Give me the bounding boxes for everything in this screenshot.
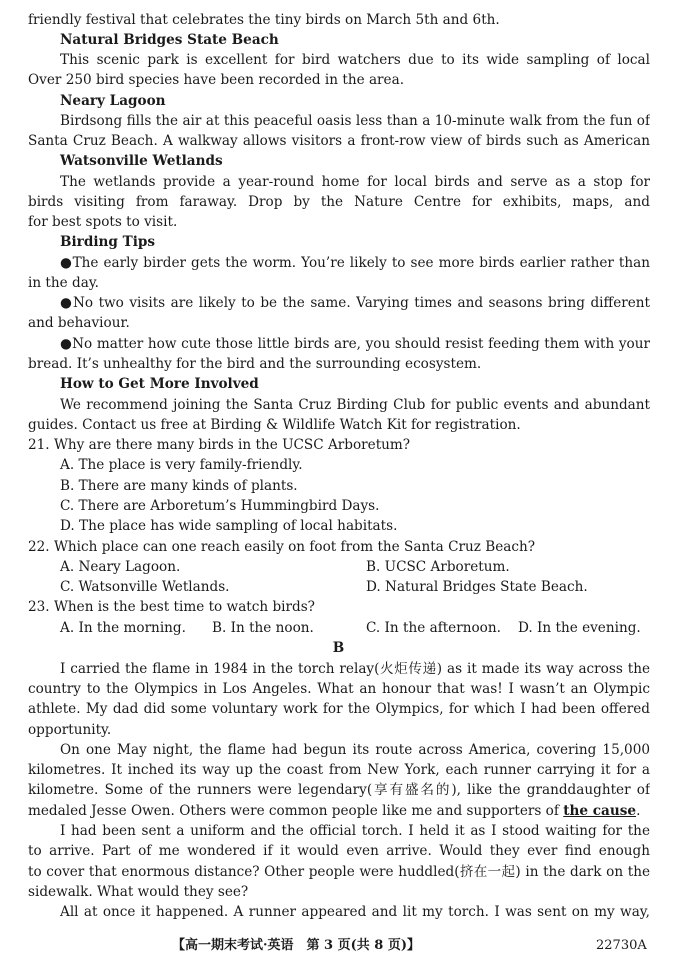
text-line: The wetlands provide a year-round home for local birds and serve as a stop for	[60, 174, 650, 190]
question-22-stem: 22. Which place can one reach easily on foot from the Santa Cruz Beach?	[28, 539, 536, 555]
text-segment: .	[636, 803, 641, 819]
intro-tail: friendly festival that celebrates the tiny birds on March 5th and 6th.	[28, 12, 500, 28]
question-22-option-c[interactable]: C. Watsonville Wetlands.	[60, 579, 230, 595]
footer-code: 22730A	[596, 938, 647, 953]
question-21-option-b[interactable]: B. There are many kinds of plants.	[60, 478, 298, 494]
footer-title: 【高一期末考试·英语 第 3 页(共 8 页)】	[172, 938, 421, 953]
question-23-option-b[interactable]: B. In the noon.	[212, 620, 314, 636]
heading-natural-bridges: Natural Bridges State Beach	[60, 32, 279, 48]
text-line: Birdsong fills the air at this peaceful oasis less than a 10-minute walk from the fun of	[60, 113, 650, 129]
text-line: All at once it happened. A runner appeared and lit my torch. I was sent on my way,	[60, 904, 650, 920]
tip-line: bread. It’s unhealthy for the bird and the surrounding ecosystem.	[28, 356, 482, 372]
text-line: Over 250 bird species have been recorded in the area.	[28, 72, 405, 88]
question-21-option-c[interactable]: C. There are Arboretum’s Hummingbird Days.	[60, 498, 380, 514]
question-21-option-d[interactable]: D. The place has wide sampling of local habitats.	[60, 518, 398, 534]
heading-get-involved: How to Get More Involved	[60, 376, 259, 392]
text-line: I had been sent a uniform and the official torch. I held it as I stood waiting for the	[60, 823, 650, 839]
text-line: kilometres. It inched its way up the coast from New York, each runner carrying it for a	[28, 762, 650, 778]
text-line: guides. Contact us free at Birding & Wildlife Watch Kit for registration.	[28, 417, 521, 433]
question-21-stem: 21. Why are there many birds in the UCSC Arboretum?	[28, 437, 411, 453]
text-line: Santa Cruz Beach. A walkway allows visitors a front-row view of birds such as American	[28, 133, 650, 149]
text-line: sidewalk. What would they see?	[28, 884, 249, 900]
text-line: We recommend joining the Santa Cruz Birding Club for public events and abundant	[60, 397, 650, 413]
text-line: country to the Olympics in Los Angeles. What an honour that was! I wasn’t an Olympic	[28, 681, 650, 697]
text-line: opportunity.	[28, 722, 112, 738]
text-line: to arrive. Part of me wondered if it would even arrive. Would they ever find enough	[28, 843, 650, 859]
underlined-the-cause: the cause	[563, 803, 637, 819]
question-23-option-a[interactable]: A. In the morning.	[60, 620, 186, 636]
text-line: to cover that enormous distance? Other people were huddled(挤在一起) in the dark on the	[28, 864, 650, 880]
heading-birding-tips: Birding Tips	[60, 234, 156, 250]
passage-b-label: B	[332, 640, 345, 656]
text-line: I carried the flame in 1984 in the torch relay(火炬传递) as it made its way across the	[60, 661, 650, 677]
text-line: kilometre. Some of the runners were legendary(享有盛名的), like the granddaughter of	[28, 782, 650, 798]
text-segment: medaled Jesse Owen. Others were common people like me and supporters of	[28, 803, 559, 819]
heading-neary-lagoon: Neary Lagoon	[60, 93, 166, 109]
question-22-option-a[interactable]: A. Neary Lagoon.	[60, 559, 181, 575]
tip-line: and behaviour.	[28, 315, 130, 331]
question-22-option-b[interactable]: B. UCSC Arboretum.	[366, 559, 510, 575]
heading-watsonville-wetlands: Watsonville Wetlands	[60, 153, 223, 169]
tip-line: ●No two visits are likely to be the same. Varying times and seasons bring different	[60, 295, 650, 311]
text-line-with-underline	[28, 801, 650, 821]
question-23-option-c[interactable]: C. In the afternoon.	[366, 620, 501, 636]
question-23-option-d[interactable]: D. In the evening.	[518, 620, 641, 636]
question-22-option-d[interactable]: D. Natural Bridges State Beach.	[366, 579, 588, 595]
text-line: birds visiting from faraway. Drop by the Nature Centre for exhibits, maps, and	[28, 194, 650, 210]
tip-line: ●The early birder gets the worm. You’re likely to see more birds earlier rather than	[60, 255, 650, 271]
question-23-stem: 23. When is the best time to watch birds?	[28, 599, 315, 615]
tip-line: ●No matter how cute those little birds are, you should resist feeding them with your	[60, 336, 650, 352]
question-21-option-a[interactable]: A. The place is very family-friendly.	[60, 457, 303, 473]
tip-line: in the day.	[28, 275, 100, 291]
text-line: This scenic park is excellent for bird watchers due to its wide sampling of local	[60, 52, 650, 68]
text-line: for best spots to visit.	[28, 214, 178, 230]
text-line: On one May night, the flame had begun its route across America, covering 15,000	[60, 742, 650, 758]
text-line: athlete. My dad did some voluntary work for the Olympics, for which I had been offered	[28, 701, 650, 717]
